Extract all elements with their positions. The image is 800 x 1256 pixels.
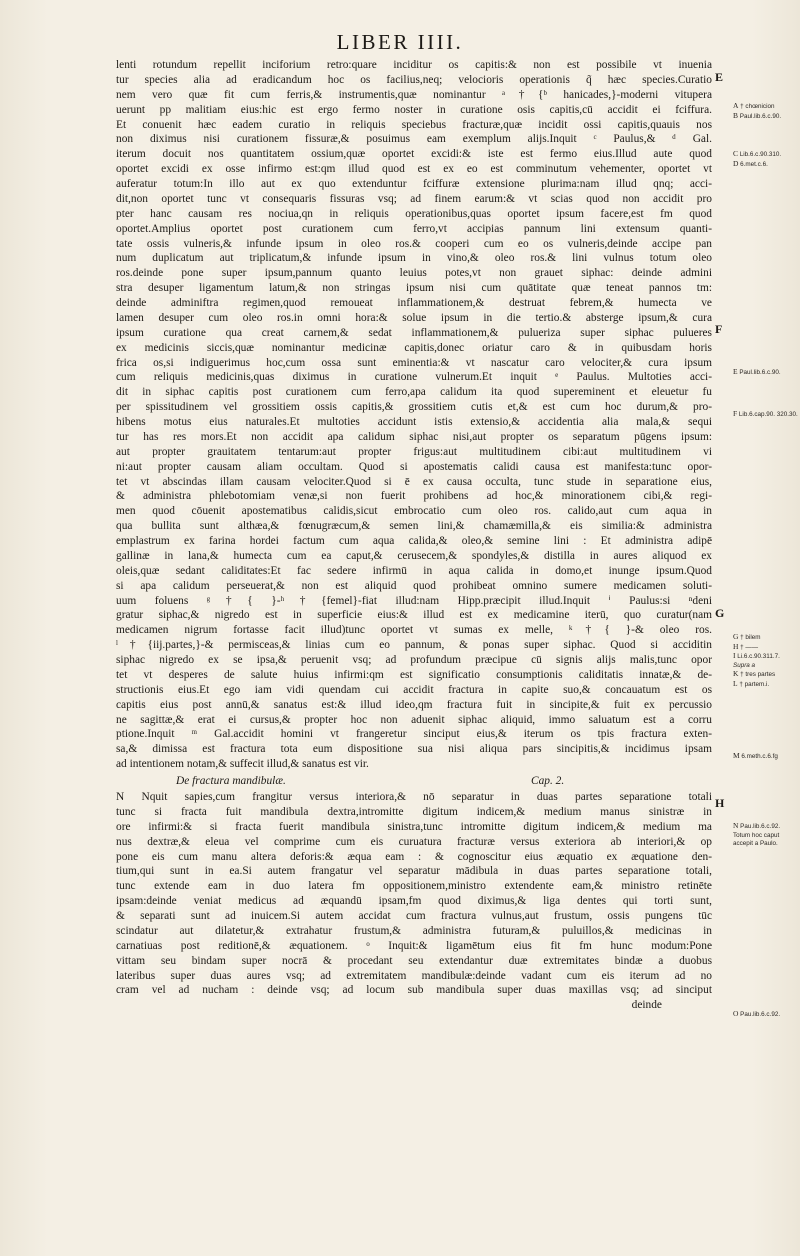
body-line: capitis eius post annū,& sanatus est:& illud ideo,qm fractura fuit in sincipite,& fuit ex percussio [116, 698, 712, 711]
body-line: non diximus nisi curationem fissuræ,& posuimus eam exemplum alijs.Inquit ᶜ Paulus,& ᵈ Gal. [116, 133, 712, 146]
body-line: aut propter grauitatem tentarum:aut propter frigus:aut multitudinem cibi:aut multitudinem vi [116, 445, 712, 458]
body-line: tur species alia ad eradicandum hoc os facilius,neq; velocioris operationis q̃ hæc species.Curatio [116, 73, 712, 86]
body-line: tate ossis vulneris,& infunde ipsum in oleo ros.& cooperi cum eo os vulneris,deinde accipe pan [116, 237, 712, 250]
body-line: frica os,si indiguerimus hoc,cum ossa sunt eminentia:& vt nascatur caro velociter,& cura ipsum [116, 356, 712, 369]
chapter-body [116, 790, 712, 1013]
body-line: gratur siphac,& nigredo est in superficie eius:& illud est ex medicamine iterū, quo curatur(nam [116, 609, 712, 622]
body-line: tet vt abscindas illam causam velociter.Quod si ē ex causa occulta, tunc stude in separatione eius, [116, 475, 712, 488]
body-line: per spissitudinem vel grossitiem ossis capitis,& grossitiem cutis et,& est cum hoc durum,& pro- [116, 401, 712, 414]
section-letter: E [715, 70, 724, 84]
body-line: ros.deinde pone super ipsum,pannum quanto leuius potes,vt non grauet siphac: deinde admini [116, 267, 712, 280]
chapter-line: cram vel ad nucham : deinde vsq; ad locum sub mandibula super duas maxillas vsq; ad sinciput [116, 984, 712, 997]
body-line: qua bullita sunt althæa,& fœnugræcum,& semen lini,& chamæmilla,& eis similia:& administra [116, 520, 712, 533]
chapter-line: N Nquit sapies,cum frangitur versus interiora,& nō separatur in duas partes separatione totali [116, 791, 712, 803]
body-line: medicamen nigrum fortasse facit illud)tunc oportet vt sumas ex melle, ᵏ†{ }-& oleo ros. [116, 624, 712, 637]
body-line: gallinæ in lana,& humecta cum ea caput,& cerusecem,& spondyles,& distilla in aures aliquod ex [116, 549, 712, 562]
body-line: stra desuper ligamentum latum,& non stringas ipsum nisi cum quātitate quæ teneat pannos tm: [116, 282, 712, 295]
body-line: ne sagittæ,& erat ei cursus,& propter hoc non aduenit siphac aliquid, immo saluatum est a corru [116, 713, 712, 726]
chapter-line: scindatur aut dilatetur,& extrahatur frustum,& administra futuram,& puluillos,& medicinas in [116, 924, 712, 937]
chapter-line: nus dextræ,& eleua vel comprime cum eis curuatura fracturæ versus exteriora ab interiori,& op [116, 835, 712, 848]
body-line: nem vero quæ fit cum ferris,& instrumentis,quæ nominantur ᵃ†{ᵇ hanicades,}-moderni vitupera [116, 88, 712, 101]
body-line: dit,non oportet tunc vt consequaris fissuras vsq; ad finem earum:& vt scias quod non accidit pro [116, 192, 712, 205]
body-line: ipsum curatione qua creat carnem,& sedat inflammationem,& pulueriza super siphac pulueres [116, 326, 712, 339]
body-line: tet vt desperes de salute huius infirmi:qm est significatio consumptionis caliditatis innatæ,& de- [116, 668, 712, 681]
body-line-last: ad intentionem notam,& suffecit illud,& sanatus est vir. [116, 758, 369, 771]
body-line: oportet.Amplius oportet post curationem cum ferro,vt accipias pannum lini extensum quanti- [116, 222, 712, 235]
body-line: lenti rotundum repellit inciforium retro:quare inciditur os capitis:& non est possibile vt inuenia [116, 59, 712, 71]
body-line: pter hanc causam res nociua,qn in reliquis operationibus,quas oportet ipsum facere,est fm quod [116, 207, 712, 220]
chapter-title: De fractura mandibulæ. [176, 775, 286, 787]
body-line: Et conuenit hæc eadem curatio in reliquis speciebus fracturæ,quæ incidit ossi capitis,quauis nos [116, 118, 712, 131]
marginal-note: F Lib.6.cap.90. 320.30. [733, 409, 798, 418]
marginal-note: G † bilem H † —— I Li.6.c.90.311.7. Supra a K † tres partes L † partem.i. [733, 632, 780, 688]
body-line: dit in siphac capitis post curationem cum ferro,apa calidum ita quod supereminent et eleuetur fu [116, 386, 712, 399]
main-text-column [116, 58, 712, 1013]
catchword: deinde [631, 999, 662, 1012]
chapter-line: ipsam:deinde veniat medicus ad æquandū ipsam,fm quod diximus,& liga dentes qui torti sunt, [116, 895, 712, 908]
body-line: deinde adminiftra regimen,quod remoueat inflammationem,& destruat febrem,& humecta ve [116, 297, 712, 309]
body-line: tur has res mors.Et non accidit apa calidum siphac nisi,aut propter os separatum pūgens ipsum: [116, 430, 712, 443]
body-line: & administra phlebotomiam venæ,si non fuerit prohibens ad hoc,& minorationem cibi,& regi- [116, 490, 712, 503]
body-line: sa,& dimissa est fractura tota eum dispositione sua nisi aliqua pars sincipitis,& incidimus ipsam [116, 743, 712, 756]
body-line: uerunt pp malitiam eius:hic est ergo fermo noster in curatione osis capitis,cū accidit ei fciffura. [116, 103, 712, 116]
body-line: ex medicinis siccis,quæ nominantur medicinæ capitis,donec oriatur caro & in quibusdam horis [116, 341, 712, 354]
body-line: oportet excidi ex osse infirmo est:qm illud quod est ex eo est comminutum vehementer, oportet vt [116, 163, 712, 176]
chapter-line: ore infirmi:& si fracta fuerit mandibula sinistra,tunc intromitte digitum indicem,& medium ma [116, 820, 712, 833]
body-line: oleis,quæ sedant caliditates:Et fac sedere infirmū in aqua calida in domo,et inunge ipsum.Quod [116, 564, 712, 577]
marginal-note: A † chœnicion B Paul.lib.6.c.90. [733, 101, 782, 120]
body-line: structionis eius.Et ego iam vidi quendam cui accidit fractura in capite suo,& concauatum est os [116, 683, 712, 696]
marginal-note: N Pau.lib.6.c.92. Totum hoc caput accepit a Paulo. [733, 821, 781, 847]
marginal-note: O Pau.lib.6.c.92. [733, 1009, 781, 1018]
body-line: ptione.Inquit ᵐ Gal.accidit homini vt frangeretur sinciput eius,& iterum os tpis fractura exten- [116, 728, 712, 741]
body-line: uum foluens ᵍ†{ }-ʰ†{femel}-fiat illud:nam Hipp.præcipit illud.Inquit ⁱ Paulus:si ⁿdeni [116, 594, 712, 607]
body-line: si apa calidum perseuerat,& non est aliquid quod prohibeat omnino sumere medicamen soluti- [116, 579, 712, 592]
section-letter: G [715, 606, 725, 620]
chapter-number: Cap. 2. [531, 775, 565, 787]
chapter-line: lateribus super duas aures vsq; ad extremitatem mandibulæ:deinde vadant cum eis iterum ad no [116, 969, 712, 982]
chapter-line: tunc si fracta fuit mandibula dextra,intromitte digitum indicem,& medium manus sinistræ in [116, 805, 712, 818]
chapter-line: tunc extende eam in duo latera fm oppositionem,ministro extendente eam,& ministro retinēte [116, 880, 712, 893]
body-line: emplastrum ex farina hordei factum cum aqua calida,& oleo,& semine lini : Et administra adipē [116, 535, 712, 547]
chapter-heading [116, 772, 712, 790]
body-line: ˡ†{iij.partes,}-& permisceas,& linias cum eo pannum, & ponas super siphac. Quod si acciditin [116, 639, 712, 652]
chapter-line: tium,qui sunt in ea.Si autem frangatur vel separatur mādibula in duas partes separatione totali, [116, 865, 712, 878]
marginal-note: M 6.meth.c.6.fg [733, 751, 778, 760]
body-line: men quod cōuenit apostematibus calidis,sicut embrocatio cum oleo ros. calido,aut cum aqua in [116, 505, 712, 518]
chapter-line: carnatiuas post reditionē,& æquationem. ᵒ Inquit:& ligamētum eius fit fm hunc modum:Pone [116, 939, 712, 952]
chapter-line: vittam seu bindam super nocrā & procedant seu extendantur duæ extremitates bindæ a duobus [116, 954, 712, 967]
body-line: num duplicatum aut triplicatum,& infunde ipsum in vino,& oleo ros.& lini vulnus totum oleo [116, 252, 712, 265]
section-letter: F [715, 322, 723, 336]
body-line: hibens motus eius naturales.Et multoties accidunt istis extensio,& accidentia alia mala,& sequi [116, 416, 712, 428]
body-line: ni:aut propter causam aliam occultam. Quod si apostematis calidi causa est manifesta:tunc opor- [116, 460, 712, 473]
body-line: iterum docuit nos quantitatem ossium,quæ oportet excidi:& iste est fermo eius.Illud aute quod [116, 148, 712, 161]
marginal-note: E Paul.lib.6.c.90. [733, 367, 781, 376]
body-line: lamen desuper cum oleo ros.in omni hora:& solue ipsum in die tertio.& absterge ipsum,& cura [116, 311, 712, 324]
body-line: auferatur totum:In illo aut ex quo extenduntur fciffuræ extensione plurima:nam illud qnq; acci- [116, 178, 712, 190]
body-line: siphac nigredo ex se ipsa,& peruenit vsq; ad profundum præcipue cū signis alijs malis,tunc opor [116, 654, 712, 666]
chapter-line: pone eis cum manu altera deforis:& æqua eam : & cognoscitur eius æquatio ex æquatione den- [116, 850, 712, 863]
marginal-note: C Lib.6.c.90.310. D 6.met.c.6. [733, 149, 782, 168]
body-line: cum reliquis medicinis,quas diximus in curatione vulnerum.Et inquit ᵉ Paulus. Multoties acci- [116, 371, 712, 384]
section-letter: H [715, 796, 725, 810]
running-head: LIBER IIII. [336, 30, 464, 54]
chapter-line: & separati sunt ad inuicem.Si autem accidat cum fractura vulnus,aut frustum, ossis pungens tūc [116, 910, 712, 922]
